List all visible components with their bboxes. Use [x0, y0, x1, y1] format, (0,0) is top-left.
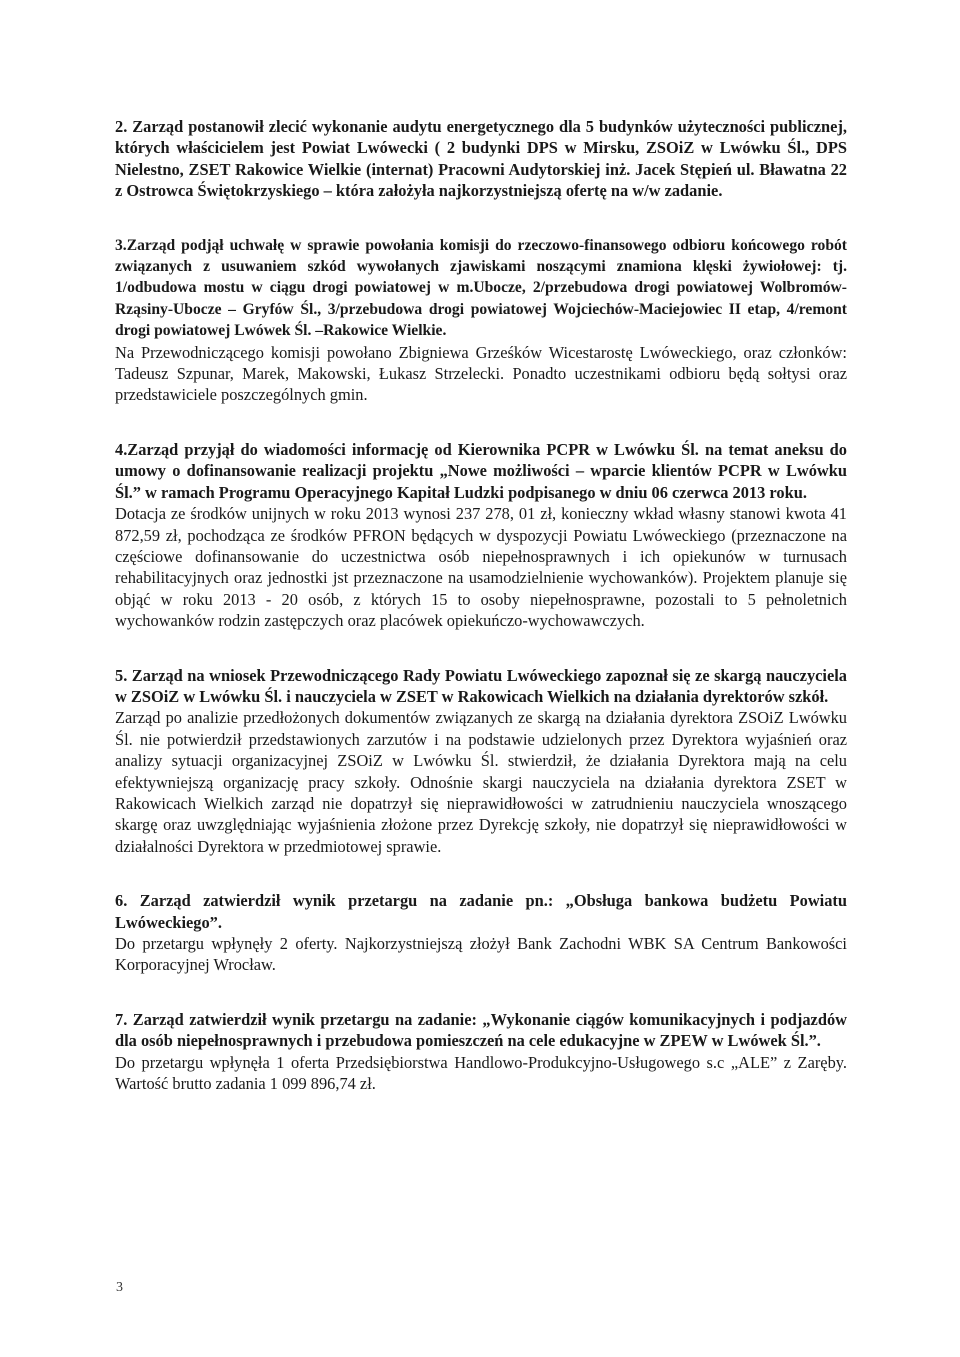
- section-6-body: Do przetargu wpłynęły 2 oferty. Najkorzystniejszą złożył Bank Zachodni WBK SA Centrum Bankowości Korporacyjnej Wrocław.: [115, 934, 847, 975]
- section-7: [115, 1009, 847, 1095]
- document-body: [115, 116, 847, 1127]
- section-4: [115, 439, 847, 632]
- section-2-heading: 2. Zarząd postanowił zlecić wykonanie audytu energetycznego dla 5 budynków użyteczności publicznej, których właścicielem jest Powiat Lwówecki ( 2 budynki DPS w Mirsku, ZSOiZ w Lwówku Śl., DPS Nielestno, ZSET Rakowice Wielkie (internat) Pracowni Audytorskiej inż. Jacek Stępień ul. Bławatna 22 z Ostrowca Świętokrzyskiego – która założyła najkorzystniejszą ofertę na w/w zadanie.: [115, 117, 847, 201]
- section-3-body: Na Przewodniczącego komisji powołano Zbigniewa Grześków Wicestarostę Lwóweckiego, oraz członków: Tadeusz Szpunar, Marek, Makowski, Łukasz Strzelecki. Ponadto uczestnikami odbioru będą sołtysi oraz przedstawiciele poszczególnych gmin.: [115, 342, 847, 405]
- section-7-body: Do przetargu wpłynęła 1 oferta Przedsiębiorstwa Handlowo-Produkcyjno-Usługowego s.c „ALE” z Zaręby. Wartość brutto zadania 1 099 896,74 zł.: [115, 1052, 847, 1094]
- section-3-heading: 3.Zarząd podjął uchwałę w sprawie powołania komisji do rzeczowo-finansowego odbioru końcowego robót związanych z usuwaniem szkód wywołanych zjawiskami noszącymi znamiona klęski żywiołowej: tj. 1/odbudowa mostu w ciągu drogi powiatowej w m.Ubocze, 2/przebudowa drogi powiatowej Wolbromów-Rząsiny-Ubocze – Gryfów Śl., 3/przebudowa drogi powiatowej Wojciechów-Maciejowiec II etap, 4/remont drogi powiatowej Lwówek Śl. –Rakowice Wielkie.: [115, 236, 847, 340]
- section-5-heading: 5. Zarząd na wniosek Przewodniczącego Rady Powiatu Lwóweckiego zapoznał się ze skargą nauczyciela w ZSOiZ w Lwówku Śl. i nauczyciela w ZSET w Rakowicach Wielkich na działania dyrektorów szkół.: [115, 665, 847, 706]
- section-4-body: Dotacja ze środków unijnych w roku 2013 wynosi 237 278, 01 zł, konieczny wkład własny stanowi kwota 41 872,59 zł, pochodząca ze środków PFRON będących w dyspozycji Powiatu Lwóweckiego (przeznaczone na częściowe dofinansowanie do uczestnictwa osób niepełnosprawnych i ich opiekunów w turnusach rehabilitacyjnych oraz jednostki jst przeznaczone na usamodzielnienie wychowanków). Projektem planuje się objąć w roku 2013 - 20 osób, z których 15 to osoby niepełnosprawne, pozostali to 5 pełnoletnich wychowanków rodzin zastępczych oraz placówek opiekuńczo-wychowawczych.: [115, 504, 847, 631]
- section-2: [115, 116, 847, 202]
- section-5-body: Zarząd po analizie przedłożonych dokumentów związanych ze skargą na działania dyrektora ZSOiZ Lwówku Śl. nie potwierdził przedstawionych zarzutów i na podstawie udzielonych przez Dyrektora wyjaśnień oraz analizy sytuacji organizacyjnej ZSOiZ w Lwówku Śl. stwierdził, że działania Dyrektora mają na celu efektywniejszą organizację pracy szkoły. Odnośnie skargi nauczyciela na działania dyrektora ZSET w Rakowicach Wielkich zarząd nie dopatrzył się nieprawidłowości w zatrudnieniu nauczyciela wnoszącego skargę oraz uwzględniając wyjaśnienia złożone przez Dyrekcję szkoły, nie dopatrzył się nieprawidłowości w działalności Dyrektora w przedmiotowej sprawie.: [115, 708, 847, 856]
- section-3: [115, 235, 847, 406]
- section-5: [115, 665, 847, 858]
- section-7-heading: 7. Zarząd zatwierdził wynik przetargu na zadanie: „Wykonanie ciągów komunikacyjnych i podjazdów dla osób niepełnosprawnych i przebudowa pomieszczeń na cele edukacyjne w ZPEW w Lwówek Śl.”.: [115, 1009, 847, 1051]
- section-6-heading: 6. Zarząd zatwierdził wynik przetargu na zadanie pn.: „Obsługa bankowa budżetu Powiatu Lwóweckiego”.: [115, 891, 847, 932]
- section-4-heading: 4.Zarząd przyjął do wiadomości informację od Kierownika PCPR w Lwówku Śl. na temat aneksu do umowy o dofinansowanie realizacji projektu „Nowe możliwości – wparcie klientów PCPR w Lwówku Śl.” w ramach Programu Operacyjnego Kapitał Ludzki podpisanego w dniu 06 czerwca 2013 roku.: [115, 439, 847, 502]
- section-6: [115, 890, 847, 976]
- page-number: 3: [116, 1280, 123, 1295]
